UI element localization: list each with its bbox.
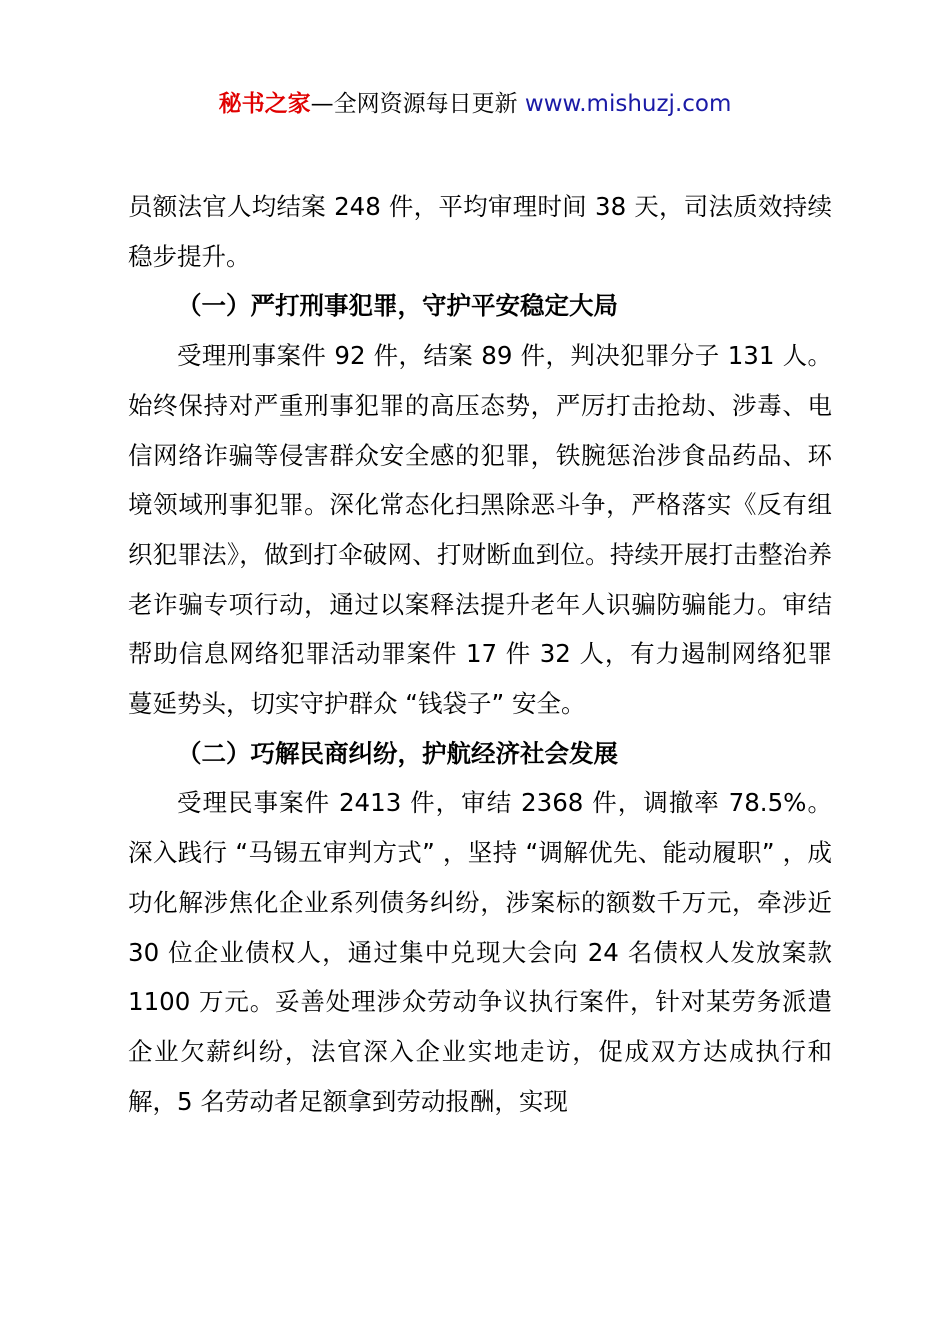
intro-paragraph: 员额法官人均结案 248 件，平均审理时间 38 天，司法质效持续稳步提升。 <box>128 192 832 271</box>
header-brand: 秘书之家 <box>218 91 311 117</box>
document-body <box>128 182 832 1126</box>
header-site-link[interactable]: www.mishuzj.com <box>524 91 732 117</box>
page-header <box>0 88 950 120</box>
section-1-heading: （一）严打刑事犯罪，守护平安稳定大局 <box>177 291 618 321</box>
header-tagline: —全网资源每日更新 <box>310 91 518 117</box>
section-2-heading: （二）巧解民商纠纷，护航经济社会发展 <box>177 738 618 768</box>
section-1-paragraph: 受理刑事案件 92 件，结案 89 件，判决犯罪分子 131 人。始终保持对严重刑事犯罪的高压态势，严厉打击抢劫、涉毒、电信网络诈骗等侵害群众安全感的犯罪，铁腕惩治涉食品药品、环境领域刑事犯罪。深化常态化扫黑除恶斗争，严格落实《反有组织犯罪法》，做到打伞破网、打财断血到位。持续开展打击整治养老诈骗专项行动，通过以案释法提升老年人识骗防骗能力。审结帮助信息网络犯罪活动罪案件 17 件 32 人，有力遏制网络犯罪蔓延势头，切实守护群众 “钱袋子” 安全。 <box>128 341 832 719</box>
section-2-paragraph: 受理民事案件 2413 件，审结 2368 件，调撤率 78.5%。深入践行 “马锡五审判方式” ，坚持 “调解优先、能动履职” ，成功化解涉焦化企业系列债务纠纷，涉案标的额数千万元，牵涉近 30 位企业债权人，通过集中兑现大会向 24 名债权人发放案款 1100 万元。妥善处理涉众劳动争议执行案件，针对某劳务派遣企业欠薪纠纷，法官深入企业实地走访，促成双方达成执行和解，5 名劳动者足额拿到劳动报酬，实现 <box>128 788 832 1116</box>
